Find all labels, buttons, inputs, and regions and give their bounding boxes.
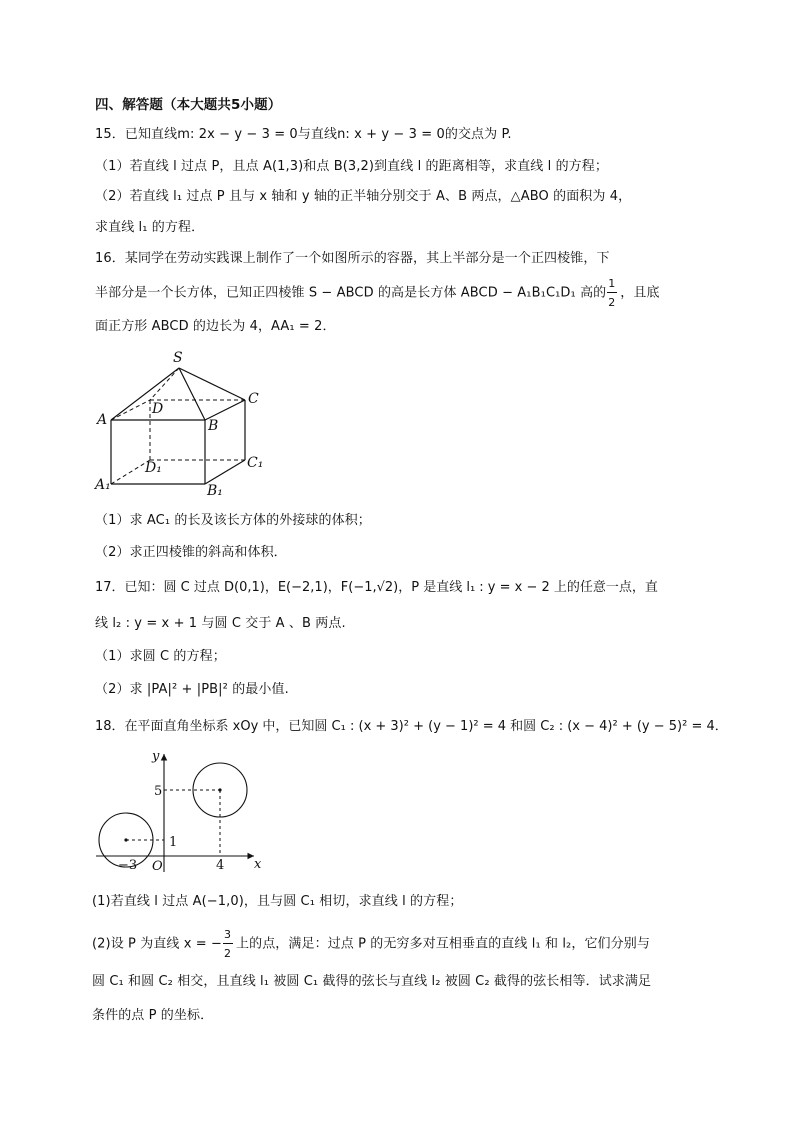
q16-frac-bar (607, 292, 617, 293)
q16-line2 (95, 277, 660, 309)
section-title: 四、解答题（本大题共5小题） (95, 97, 282, 113)
q18-part2-line2: 圆 C₁ 和圆 C₂ 相交，且直线 l₁ 被圆 C₁ 截得的弦长与直线 l₂ 被圆 C₂ 截得的弦长相等．试求满足 (92, 974, 652, 989)
axis-x-label: x (254, 857, 262, 872)
q15-part2-line1: （2）若直线 l₁ 过点 P 且与 x 轴和 y 轴的正半轴分别交于 A、B 两点，△ABO 的面积为 4， (95, 189, 632, 204)
label-D: D (152, 401, 164, 417)
label-C: C (248, 391, 259, 407)
c2-center (218, 788, 221, 791)
q17-part2: （2）求 |PA|² + |PB|² 的最小值. (95, 682, 289, 697)
axis-y-label: y (152, 749, 160, 764)
q18-part2-text-end: 上的点，满足：过点 P 的无穷多对互相垂直的直线 l₁ 和 l₂，它们分别与 (236, 936, 650, 952)
q18-fraction (222, 928, 236, 960)
q18-frac-bar (223, 943, 233, 944)
tick-neg3: −3 (118, 858, 138, 873)
q17-part1: （1）求圆 C 的方程； (95, 649, 226, 664)
q16-line2-end: ，且底 (620, 285, 660, 301)
q15-part1: （1）若直线 l 过点 P，且点 A(1,3)和点 B(3,2)到直线 l 的距离相等，求直线 l 的方程； (95, 159, 608, 174)
tick-1: 1 (169, 835, 178, 850)
label-A: A (97, 412, 108, 428)
q15-part2-line2: 求直线 l₁ 的方程． (95, 220, 205, 235)
q18-part2-line1 (92, 928, 650, 960)
q16-fraction (606, 277, 620, 309)
label-C1: C₁ (247, 455, 264, 471)
tick-4: 4 (216, 858, 225, 873)
label-A1: A₁ (95, 477, 111, 493)
c1-center (124, 838, 127, 841)
q16-line2-text: 半部分是一个长方体，已知正四棱锥 S − ABCD 的高是长方体 ABCD − A₁B₁C₁D₁ 高的 (95, 285, 607, 301)
origin-label: O (152, 859, 163, 874)
q16-line1: 16．某同学在劳动实践课上制作了一个如图所示的容器，其上半部分是一个正四棱锥，下 (95, 251, 610, 266)
q18-figure (94, 748, 269, 878)
q16-part2: （2）求正四棱锥的斜高和体积． (95, 545, 287, 560)
q18-frac-num: 3 (224, 928, 232, 941)
label-S: S (173, 350, 183, 366)
q16-figure (95, 348, 275, 498)
q16-line3: 面正方形 ABCD 的边长为 4，AA₁ = 2． (95, 319, 336, 334)
q16-frac-num: 1 (608, 277, 616, 290)
q18-part2-line3: 条件的点 P 的坐标． (92, 1008, 214, 1023)
label-B: B (208, 418, 219, 434)
q18-frac-den: 2 (224, 947, 232, 960)
q17-line2: 线 l₂ : y = x + 1 与圆 C 交于 A 、B 两点. (95, 616, 346, 631)
q18-part2-text: (2)设 P 为直线 x = − (92, 936, 222, 952)
label-D1: D₁ (145, 460, 162, 476)
tick-5: 5 (154, 784, 163, 799)
label-B1: B₁ (207, 483, 223, 499)
q18-stem: 18．在平面直角坐标系 xOy 中，已知圆 C₁ : (x + 3)² + (y − 1)² = 4 和圆 C₂ : (x − 4)² + (y − 5)² = 4． (95, 719, 728, 734)
q18-part1: (1)若直线 l 过点 A(−1,0)，且与圆 C₁ 相切，求直线 l 的方程； (92, 894, 463, 909)
q16-part1: （1）求 AC₁ 的长及该长方体的外接球的体积； (95, 513, 371, 528)
q17-line1: 17．已知：圆 C 过点 D(0,1)，E(−2,1)，F(−1,√2)，P 是直线 l₁ : y = x − 2 上的任意一点，直 (95, 580, 658, 595)
q15-stem: 15．已知直线m: 2x − y − 3 = 0与直线n: x + y − 3 = 0的交点为 P. (95, 127, 512, 142)
q16-frac-den: 2 (608, 296, 616, 309)
